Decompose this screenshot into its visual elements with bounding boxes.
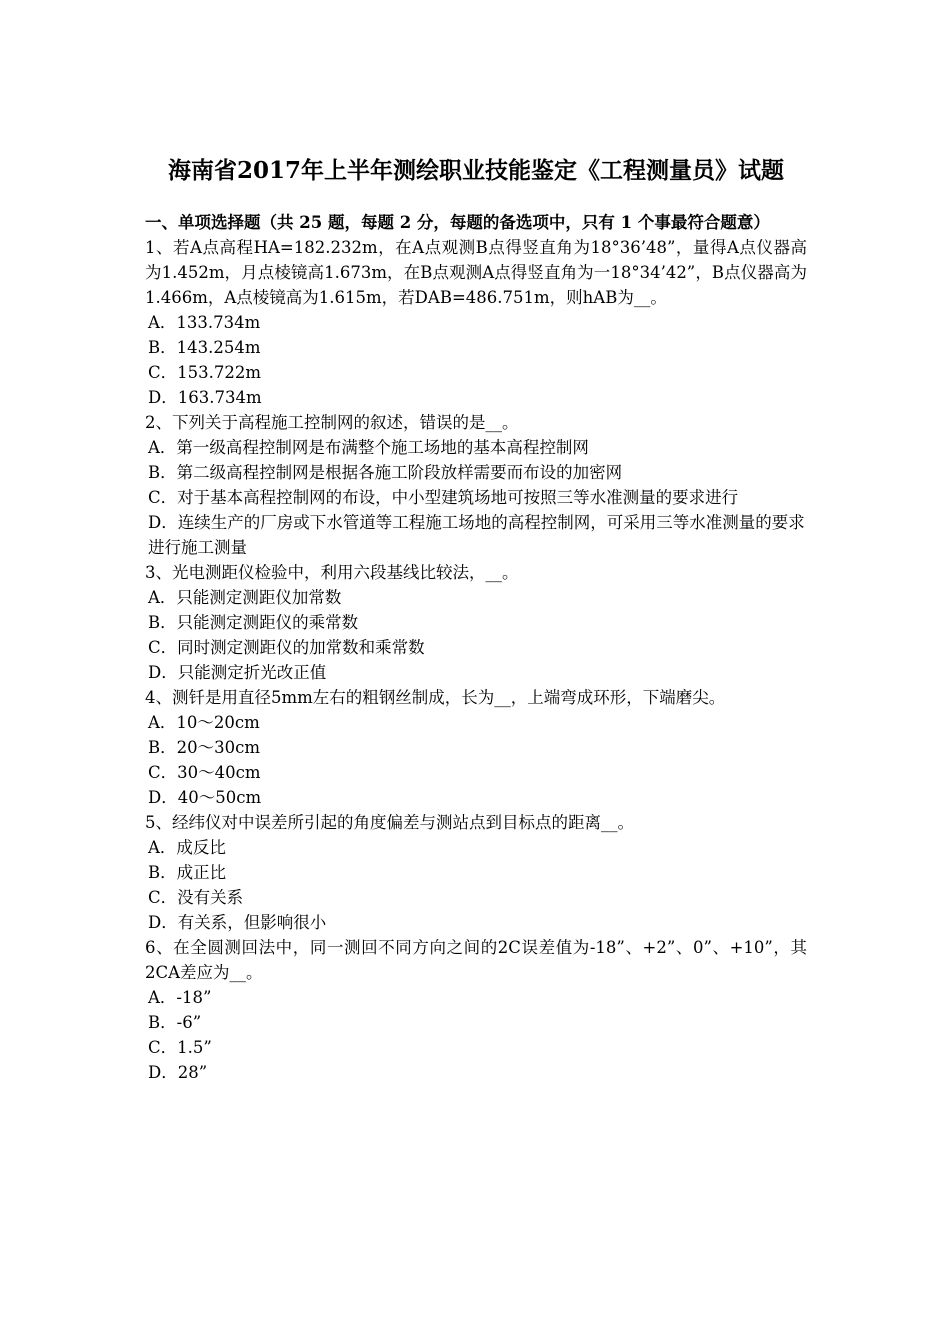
- question-stem: 3、光电测距仪检验中，利用六段基线比较法，__。: [145, 563, 519, 582]
- question-3: [145, 560, 807, 685]
- question-stem: 5、经纬仪对中误差所引起的角度偏差与测站点到目标点的距离__。: [145, 813, 634, 832]
- option-b: B．-6”: [148, 1013, 202, 1032]
- option-a: A．10～20cm: [148, 713, 260, 732]
- option-c: C．153.722m: [148, 363, 262, 382]
- option-d: D．28”: [148, 1063, 208, 1082]
- question-4: [145, 685, 807, 810]
- option-c: C．对于基本高程控制网的布设，中小型建筑场地可按照三等水准测量的要求进行: [148, 488, 739, 507]
- option-a: A．成反比: [148, 838, 226, 857]
- option-d: D．只能测定折光改正值: [148, 663, 327, 682]
- option-a: A．第一级高程控制网是布满整个施工场地的基本高程控制网: [148, 438, 589, 457]
- option-c: C．1.5”: [148, 1038, 212, 1057]
- question-stem: 1、若A点高程HA=182.232m，在A点观测B点得竖直角为18°36’48”，量得A点仪器高为1.452m，月点棱镜高1.673m，在B点观测A点得竖直角为一18°34’42”，B点仪器高为1.466m，A点棱镜高为1.615m，若DAB=486.751m，则hAB为__。: [145, 238, 807, 307]
- question-1: [145, 235, 807, 410]
- option-b: B．只能测定测距仪的乘常数: [148, 613, 359, 632]
- question-5: [145, 810, 807, 935]
- section-heading: 一、单项选择题（共 25 题，每题 2 分，每题的备选项中，只有 1 个事最符合题意）: [145, 213, 770, 232]
- option-b: B．20～30cm: [148, 738, 261, 757]
- option-c: C．30～40cm: [148, 763, 261, 782]
- option-b: B．成正比: [148, 863, 227, 882]
- option-c: C．没有关系: [148, 888, 244, 907]
- option-d: D．163.734m: [148, 388, 262, 407]
- option-c: C．同时测定测距仪的加常数和乘常数: [148, 638, 425, 657]
- question-2: [145, 410, 807, 560]
- question-6: [145, 935, 807, 1085]
- option-a: A．只能测定测距仪加常数: [148, 588, 342, 607]
- page-title: 海南省2017年上半年测绘职业技能鉴定《工程测量员》试题: [167, 157, 784, 184]
- option-a: A．133.734m: [148, 313, 261, 332]
- document-page: [145, 148, 807, 1085]
- option-a: A．-18”: [148, 988, 212, 1007]
- option-b: B．143.254m: [148, 338, 261, 357]
- option-d: D．40～50cm: [148, 788, 262, 807]
- option-b: B．第二级高程控制网是根据各施工阶段放样需要而布设的加密网: [148, 463, 623, 482]
- option-d: D．有关系，但影响很小: [148, 913, 327, 932]
- option-d: D．连续生产的厂房或下水管道等工程施工场地的高程控制网，可采用三等水准测量的要求进行施工测量: [148, 513, 805, 557]
- question-stem: 6、在全圆测回法中，同一测回不同方向之间的2C误差值为-18”、+2”、0”、+10”，其2CA差应为__。: [145, 938, 807, 982]
- question-stem: 2、下列关于高程施工控制网的叙述，错误的是__。: [145, 413, 519, 432]
- question-stem: 4、测钎是用直径5mm左右的粗钢丝制成，长为__，上端弯成环形，下端磨尖。: [145, 688, 726, 707]
